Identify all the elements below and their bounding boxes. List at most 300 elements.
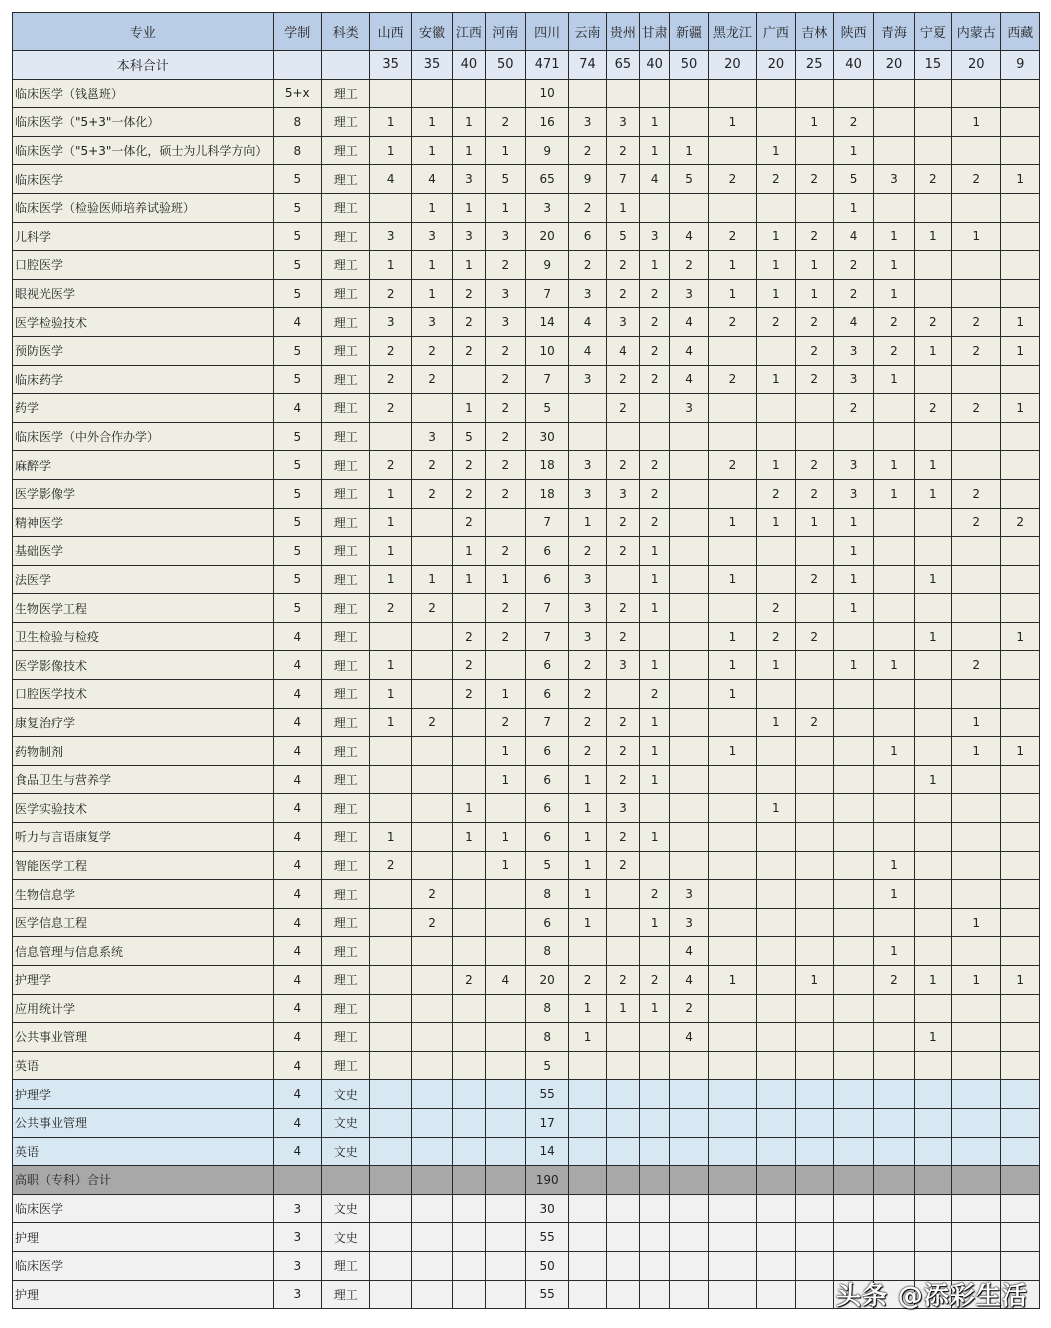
major-name-cell: 口腔医学 [13, 251, 274, 280]
quota-cell: 1 [874, 651, 914, 680]
quota-cell [757, 1166, 795, 1195]
category-cell [322, 1166, 370, 1195]
quota-cell [833, 851, 873, 880]
quota-cell [370, 794, 411, 823]
column-header: 学制 [273, 13, 321, 51]
quota-cell [914, 851, 951, 880]
quota-cell [1001, 365, 1040, 394]
quota-cell: 18 [525, 451, 568, 480]
quota-cell [606, 79, 639, 108]
major-name-cell: 听力与言语康复学 [13, 823, 274, 852]
quota-cell: 2 [485, 422, 525, 451]
quota-cell: 3 [833, 336, 873, 365]
quota-cell [640, 1166, 670, 1195]
column-header: 云南 [569, 13, 606, 51]
quota-cell: 7 [525, 365, 568, 394]
table-row [13, 680, 1040, 709]
quota-cell: 1 [757, 136, 795, 165]
quota-cell: 1 [757, 222, 795, 251]
major-name-cell: 药物制剂 [13, 737, 274, 766]
quota-cell: 3 [569, 451, 606, 480]
quota-cell: 2 [606, 251, 639, 280]
quota-cell [670, 737, 708, 766]
quota-cell [1001, 823, 1040, 852]
category-cell: 理工 [322, 908, 370, 937]
quota-cell [1001, 851, 1040, 880]
quota-cell: 2 [795, 708, 833, 737]
quota-cell [757, 79, 795, 108]
major-name-cell: 公共事业管理 [13, 1023, 274, 1052]
years-cell [273, 1166, 321, 1195]
quota-cell [795, 594, 833, 623]
quota-cell: 2 [453, 680, 485, 709]
quota-cell: 2 [757, 165, 795, 194]
years-cell: 4 [273, 1051, 321, 1080]
quota-cell: 1 [569, 851, 606, 880]
quota-cell [670, 1051, 708, 1080]
quota-cell [640, 422, 670, 451]
quota-cell [411, 1023, 452, 1052]
quota-cell [795, 651, 833, 680]
column-header: 黑龙江 [708, 13, 756, 51]
quota-cell [606, 1023, 639, 1052]
quota-cell [411, 937, 452, 966]
quota-cell [833, 680, 873, 709]
quota-cell: 2 [370, 451, 411, 480]
quota-cell: 5 [606, 222, 639, 251]
quota-cell: 2 [485, 708, 525, 737]
category-cell [322, 51, 370, 80]
quota-cell: 3 [670, 394, 708, 423]
quota-cell [914, 937, 951, 966]
quota-cell: 1 [640, 823, 670, 852]
quota-cell: 1 [453, 251, 485, 280]
major-name-cell: 应用统计学 [13, 994, 274, 1023]
quota-cell: 4 [670, 336, 708, 365]
quota-cell [757, 1223, 795, 1252]
quota-cell: 1 [453, 794, 485, 823]
years-cell: 4 [273, 1137, 321, 1166]
quota-cell: 2 [411, 365, 452, 394]
quota-cell [411, 1194, 452, 1223]
quota-cell: 3 [525, 193, 568, 222]
quota-cell: 2 [914, 165, 951, 194]
quota-cell: 1 [833, 537, 873, 566]
quota-cell: 2 [757, 622, 795, 651]
quota-cell: 55 [525, 1280, 568, 1309]
quota-cell [874, 1051, 914, 1080]
quota-cell [485, 1108, 525, 1137]
quota-cell: 2 [795, 308, 833, 337]
quota-cell: 2 [485, 394, 525, 423]
table-row [13, 594, 1040, 623]
quota-cell [453, 79, 485, 108]
quota-cell: 2 [569, 537, 606, 566]
quota-cell: 6 [525, 680, 568, 709]
quota-cell: 2 [569, 708, 606, 737]
years-cell: 4 [273, 765, 321, 794]
quota-cell [411, 394, 452, 423]
quota-cell [795, 908, 833, 937]
quota-cell: 2 [606, 708, 639, 737]
quota-cell [411, 737, 452, 766]
quota-cell: 3 [411, 222, 452, 251]
quota-cell [874, 1023, 914, 1052]
table-row [13, 308, 1040, 337]
table-row [13, 193, 1040, 222]
quota-cell: 9 [1001, 51, 1040, 80]
table-row [13, 365, 1040, 394]
quota-cell: 4 [833, 222, 873, 251]
column-header: 陕西 [833, 13, 873, 51]
quota-cell [569, 1280, 606, 1309]
quota-cell: 1 [795, 508, 833, 537]
quota-cell [833, 823, 873, 852]
quota-cell [952, 365, 1001, 394]
quota-cell [411, 1280, 452, 1309]
table-row [13, 1223, 1040, 1252]
quota-cell [1001, 193, 1040, 222]
quota-cell [485, 1051, 525, 1080]
quota-cell: 2 [485, 594, 525, 623]
undergrad-total-row [13, 51, 1040, 80]
major-name-cell: 临床药学 [13, 365, 274, 394]
quota-cell [874, 794, 914, 823]
quota-cell: 2 [606, 594, 639, 623]
quota-cell: 14 [525, 1137, 568, 1166]
quota-cell: 5 [833, 165, 873, 194]
quota-cell [914, 680, 951, 709]
quota-cell [485, 508, 525, 537]
quota-cell [1001, 1166, 1040, 1195]
quota-cell [708, 537, 756, 566]
quota-cell: 20 [525, 966, 568, 995]
quota-cell: 2 [757, 308, 795, 337]
quota-cell: 1 [952, 908, 1001, 937]
quota-cell [914, 794, 951, 823]
quota-cell: 3 [569, 479, 606, 508]
quota-cell [606, 565, 639, 594]
years-cell: 5 [273, 565, 321, 594]
quota-cell [708, 79, 756, 108]
quota-cell: 3 [569, 594, 606, 623]
quota-cell [874, 422, 914, 451]
quota-cell [833, 737, 873, 766]
quota-cell [453, 708, 485, 737]
quota-cell: 2 [606, 765, 639, 794]
major-name-cell: 预防医学 [13, 336, 274, 365]
category-cell: 理工 [322, 737, 370, 766]
quota-cell [757, 994, 795, 1023]
quota-cell [795, 1051, 833, 1080]
quota-cell [795, 1280, 833, 1309]
quota-cell [370, 1194, 411, 1223]
quota-cell [833, 1137, 873, 1166]
quota-cell: 3 [485, 222, 525, 251]
quota-cell: 2 [569, 737, 606, 766]
quota-cell [640, 394, 670, 423]
quota-cell: 2 [708, 165, 756, 194]
column-header: 科类 [322, 13, 370, 51]
quota-cell: 2 [640, 508, 670, 537]
years-cell: 5 [273, 422, 321, 451]
category-cell: 理工 [322, 994, 370, 1023]
quota-cell [795, 1108, 833, 1137]
category-cell: 文史 [322, 1194, 370, 1223]
major-name-cell: 护理学 [13, 1080, 274, 1109]
quota-cell: 1 [485, 193, 525, 222]
quota-cell [757, 851, 795, 880]
table-row [13, 222, 1040, 251]
quota-cell [606, 937, 639, 966]
quota-cell: 2 [1001, 508, 1040, 537]
quota-cell [1001, 222, 1040, 251]
quota-cell [914, 508, 951, 537]
quota-cell [640, 193, 670, 222]
quota-cell: 4 [569, 308, 606, 337]
quota-cell: 2 [370, 594, 411, 623]
quota-cell: 2 [833, 394, 873, 423]
quota-cell [1001, 994, 1040, 1023]
quota-cell: 1 [708, 622, 756, 651]
years-cell: 4 [273, 394, 321, 423]
quota-cell: 3 [569, 565, 606, 594]
quota-cell: 2 [411, 908, 452, 937]
quota-cell [606, 680, 639, 709]
quota-cell: 55 [525, 1223, 568, 1252]
quota-cell: 1 [914, 222, 951, 251]
major-name-cell: 医学检验技术 [13, 308, 274, 337]
category-cell: 理工 [322, 1280, 370, 1309]
major-name-cell: 生物医学工程 [13, 594, 274, 623]
quota-cell [874, 565, 914, 594]
quota-cell [914, 108, 951, 137]
quota-cell: 1 [1001, 394, 1040, 423]
quota-cell [453, 1280, 485, 1309]
category-cell: 理工 [322, 823, 370, 852]
quota-cell: 1 [708, 251, 756, 280]
quota-cell: 1 [952, 737, 1001, 766]
column-header: 贵州 [606, 13, 639, 51]
quota-cell [708, 193, 756, 222]
quota-cell: 3 [485, 308, 525, 337]
quota-cell: 1 [569, 794, 606, 823]
category-cell: 理工 [322, 136, 370, 165]
quota-cell: 2 [606, 737, 639, 766]
quota-cell [874, 1137, 914, 1166]
category-cell: 理工 [322, 422, 370, 451]
quota-cell: 50 [525, 1251, 568, 1280]
column-header: 山西 [370, 13, 411, 51]
quota-cell [833, 794, 873, 823]
quota-cell [453, 1080, 485, 1109]
quota-cell [453, 908, 485, 937]
quota-cell [670, 708, 708, 737]
quota-cell [485, 1080, 525, 1109]
quota-cell [1001, 880, 1040, 909]
quota-cell [914, 1051, 951, 1080]
quota-cell [670, 108, 708, 137]
category-cell: 理工 [322, 622, 370, 651]
quota-cell [1001, 765, 1040, 794]
quota-cell: 2 [370, 394, 411, 423]
quota-cell: 1 [370, 680, 411, 709]
quota-cell: 3 [833, 479, 873, 508]
category-cell: 理工 [322, 308, 370, 337]
quota-cell: 2 [606, 823, 639, 852]
category-cell: 理工 [322, 537, 370, 566]
quota-cell: 1 [370, 251, 411, 280]
quota-cell [1001, 1108, 1040, 1137]
quota-cell: 4 [411, 165, 452, 194]
quota-cell [914, 537, 951, 566]
table-row [13, 422, 1040, 451]
quota-cell [453, 1108, 485, 1137]
column-header: 专业 [13, 13, 274, 51]
quota-cell [640, 1108, 670, 1137]
quota-cell: 1 [485, 765, 525, 794]
quota-cell [670, 565, 708, 594]
quota-cell [833, 765, 873, 794]
years-cell: 4 [273, 308, 321, 337]
quota-cell [485, 1280, 525, 1309]
table-row [13, 1108, 1040, 1137]
table-row [13, 508, 1040, 537]
quota-cell [833, 966, 873, 995]
quota-cell: 2 [453, 336, 485, 365]
category-cell: 理工 [322, 394, 370, 423]
quota-cell: 1 [453, 136, 485, 165]
watermark: 头条 @添彩生活 [836, 1281, 1028, 1310]
quota-cell: 2 [640, 365, 670, 394]
quota-cell [795, 1166, 833, 1195]
quota-cell: 2 [670, 994, 708, 1023]
quota-cell [453, 1137, 485, 1166]
quota-cell: 2 [453, 479, 485, 508]
quota-cell [914, 994, 951, 1023]
quota-cell [795, 422, 833, 451]
category-cell: 理工 [322, 79, 370, 108]
quota-cell: 3 [411, 422, 452, 451]
quota-cell: 1 [411, 565, 452, 594]
quota-cell: 2 [640, 880, 670, 909]
major-name-cell: 医学实验技术 [13, 794, 274, 823]
major-name-cell: 护理学 [13, 966, 274, 995]
quota-cell [757, 1023, 795, 1052]
quota-cell [874, 1194, 914, 1223]
quota-cell [795, 994, 833, 1023]
quota-cell: 1 [874, 479, 914, 508]
table-row [13, 1023, 1040, 1052]
quota-cell [569, 937, 606, 966]
quota-cell: 2 [874, 336, 914, 365]
years-cell: 3 [273, 1223, 321, 1252]
quota-cell: 7 [525, 594, 568, 623]
quota-cell: 1 [569, 765, 606, 794]
years-cell: 5 [273, 508, 321, 537]
quota-cell [914, 823, 951, 852]
quota-cell [453, 1051, 485, 1080]
quota-cell [874, 594, 914, 623]
quota-cell [914, 908, 951, 937]
years-cell: 3 [273, 1280, 321, 1309]
quota-cell: 4 [670, 308, 708, 337]
quota-cell [795, 737, 833, 766]
quota-cell [606, 1137, 639, 1166]
quota-cell [670, 594, 708, 623]
quota-cell [757, 565, 795, 594]
quota-cell: 6 [525, 908, 568, 937]
quota-cell: 2 [569, 680, 606, 709]
quota-cell [795, 794, 833, 823]
major-name-cell: 智能医学工程 [13, 851, 274, 880]
quota-cell: 1 [485, 565, 525, 594]
quota-cell [914, 422, 951, 451]
quota-cell [914, 1108, 951, 1137]
quota-cell [640, 1023, 670, 1052]
quota-cell [708, 1080, 756, 1109]
quota-cell [670, 1080, 708, 1109]
quota-cell: 2 [795, 622, 833, 651]
quota-cell [370, 765, 411, 794]
major-name-cell: 临床医学（中外合作办学） [13, 422, 274, 451]
quota-cell: 40 [640, 51, 670, 80]
quota-cell [670, 451, 708, 480]
quota-cell: 20 [952, 51, 1001, 80]
table-row [13, 937, 1040, 966]
table-row [13, 279, 1040, 308]
quota-cell [370, 1108, 411, 1137]
quota-cell [757, 680, 795, 709]
quota-cell [795, 937, 833, 966]
quota-cell [1001, 451, 1040, 480]
quota-cell [795, 79, 833, 108]
quota-cell: 2 [453, 308, 485, 337]
table-row [13, 651, 1040, 680]
quota-cell [952, 594, 1001, 623]
quota-cell [640, 1080, 670, 1109]
quota-cell: 20 [874, 51, 914, 80]
quota-cell [485, 880, 525, 909]
quota-cell: 1 [952, 222, 1001, 251]
quota-cell [833, 1080, 873, 1109]
quota-cell [640, 622, 670, 651]
quota-cell [453, 1023, 485, 1052]
table-row [13, 537, 1040, 566]
quota-cell [757, 823, 795, 852]
quota-cell [874, 908, 914, 937]
table-row [13, 1137, 1040, 1166]
major-name-cell: 康复治疗学 [13, 708, 274, 737]
quota-cell [708, 1166, 756, 1195]
quota-cell: 2 [411, 336, 452, 365]
quota-cell: 1 [606, 994, 639, 1023]
quota-cell [952, 937, 1001, 966]
major-name-cell: 精神医学 [13, 508, 274, 537]
quota-cell [606, 908, 639, 937]
quota-cell [1001, 1137, 1040, 1166]
quota-cell: 1 [914, 336, 951, 365]
years-cell: 5 [273, 537, 321, 566]
quota-cell: 2 [485, 336, 525, 365]
quota-cell [1001, 794, 1040, 823]
quota-cell [411, 1051, 452, 1080]
quota-cell: 2 [952, 336, 1001, 365]
quota-cell: 3 [606, 794, 639, 823]
quota-cell [606, 880, 639, 909]
quota-cell [757, 1080, 795, 1109]
column-header: 吉林 [795, 13, 833, 51]
